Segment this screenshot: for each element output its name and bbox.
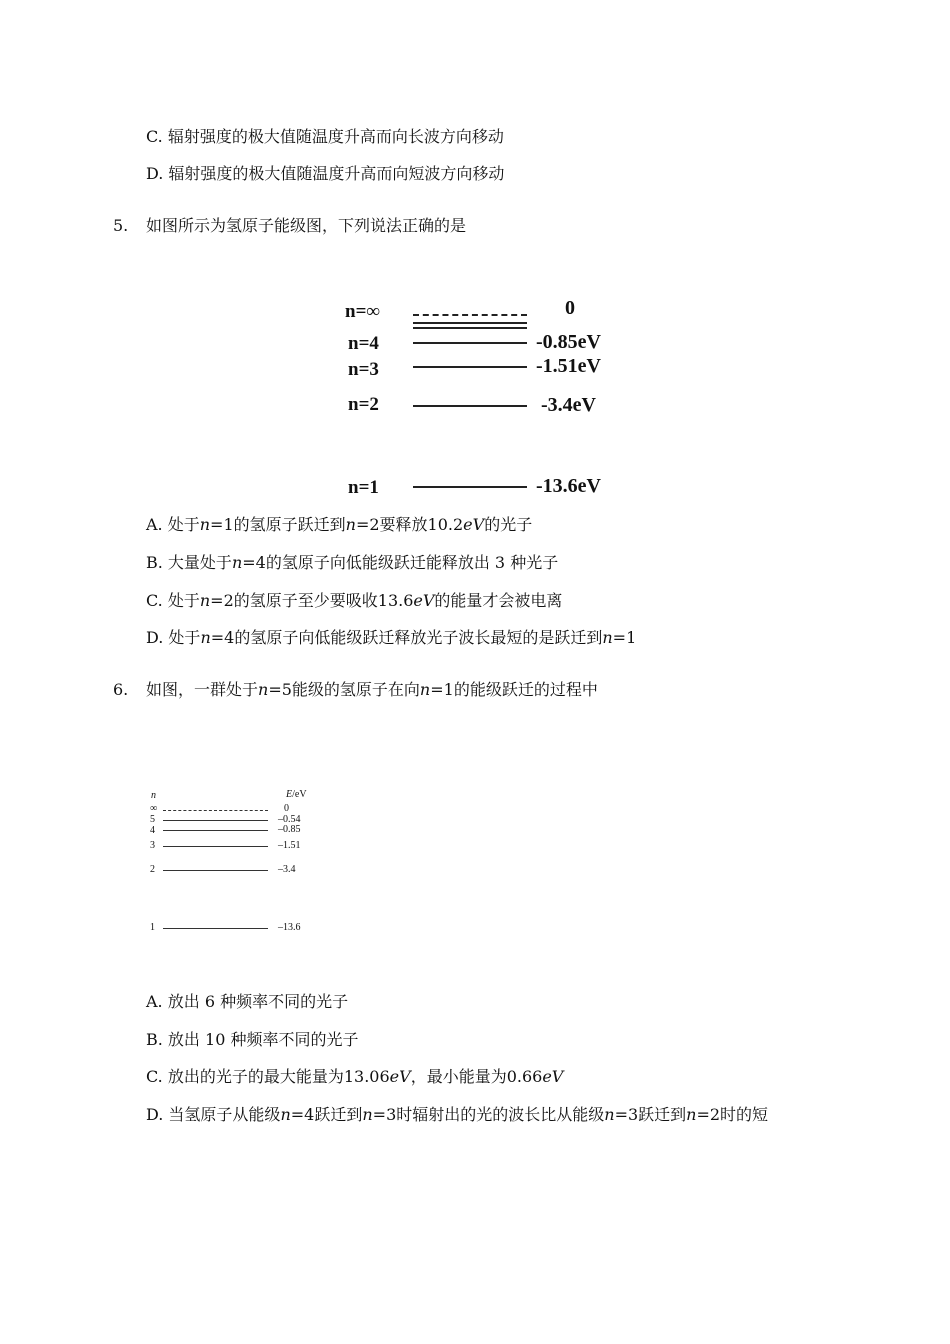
level-line-4 (163, 830, 268, 831)
q6-option-b: B. 放出 10 种频率不同的光子 (146, 1030, 359, 1049)
math: n (280, 1105, 291, 1124)
level-label: n=1 (348, 477, 379, 498)
question-6-text (146, 679, 598, 701)
level-line-2 (413, 405, 527, 407)
e-header (286, 790, 307, 800)
math: E (286, 789, 293, 800)
n-header: n (151, 790, 156, 801)
text: =4的氢原子向低能级跃迁释放光子波长最短的是跃迁到 (210, 628, 603, 647)
q6-option-c (146, 1066, 563, 1088)
text: D. 处于 (146, 628, 201, 647)
level-line-5 (163, 820, 268, 821)
option-c-prev: C. 辐射强度的极大值随温度升高而向长波方向移动 (146, 127, 504, 146)
level-label: n=2 (348, 394, 379, 415)
text: =1的氢原子跃迁到 (210, 515, 346, 534)
text: ，最小能量为0.66 (410, 1067, 543, 1086)
level-value: -13.6eV (536, 475, 601, 497)
level-value: –1.51 (278, 840, 301, 851)
level-value: 0 (565, 297, 575, 319)
level-label: n=3 (348, 359, 379, 380)
level-value: –0.85 (278, 824, 301, 835)
math: eV (389, 1067, 411, 1086)
level-value: –13.6 (278, 922, 301, 933)
level-value: –0.54 (278, 814, 301, 825)
text: C. 处于 (146, 591, 200, 610)
level-line-close (413, 327, 527, 329)
q5-option-c (146, 590, 562, 612)
q5-option-b (146, 552, 558, 574)
level-line-1 (413, 486, 527, 488)
math: eV (413, 591, 435, 610)
level-line-4 (413, 342, 527, 344)
math: n (419, 680, 431, 699)
text: =3时辐射出的光的波长比从能级 (372, 1105, 605, 1124)
text: =3跃迁到 (614, 1105, 687, 1124)
level-value: -3.4eV (541, 394, 596, 416)
energy-level-diagram-q5 (340, 292, 640, 507)
math: n (199, 515, 211, 534)
math: n (258, 680, 269, 699)
text: A. 处于 (146, 515, 200, 534)
level-label: 5 (150, 814, 155, 825)
level-line-2 (163, 870, 268, 871)
energy-level-diagram-q6 (146, 786, 346, 936)
math: n (200, 628, 211, 647)
level-label: 3 (150, 840, 155, 851)
level-label: n=4 (348, 333, 379, 354)
level-line-3 (413, 366, 527, 368)
text: C. 放出的光子的最大能量为13.06 (146, 1067, 390, 1086)
level-label: 4 (150, 825, 155, 836)
level-label: 2 (150, 864, 155, 875)
text: =1的能级跃迁的过程中 (430, 680, 598, 699)
text: =2时的短 (696, 1105, 769, 1124)
text: =2的氢原子至少要吸收13.6 (210, 591, 414, 610)
text: =4跃迁到 (290, 1105, 363, 1124)
math: eV (542, 1067, 564, 1086)
math: n (199, 591, 211, 610)
q5-option-d (146, 627, 636, 649)
text: /eV (292, 789, 307, 800)
level-label: 1 (150, 922, 155, 933)
text: 如图，一群处于 (146, 680, 259, 699)
text: =1 (612, 628, 637, 647)
level-label: n=∞ (345, 301, 380, 322)
level-value: 0 (284, 803, 289, 814)
text: =2要释放10.2 (355, 515, 464, 534)
q6-option-a: A. 放出 6 种频率不同的光子 (146, 992, 349, 1011)
level-value: –3.4 (278, 864, 296, 875)
level-value: -0.85eV (536, 331, 601, 353)
option-d-prev: D. 辐射强度的极大值随温度升高而向短波方向移动 (146, 164, 505, 183)
math: n (231, 553, 243, 572)
level-line-3 (163, 846, 268, 847)
question-6-number: 6. (113, 680, 129, 699)
math: n (686, 1105, 697, 1124)
q5-option-a (146, 514, 532, 536)
math: eV (463, 515, 485, 534)
math: n (604, 1105, 615, 1124)
text: 的光子 (484, 515, 533, 534)
math: n (602, 628, 613, 647)
q6-option-d (146, 1104, 768, 1126)
math: n (362, 1105, 373, 1124)
text: D. 当氢原子从能级 (146, 1105, 281, 1124)
level-line-inf (413, 314, 527, 316)
level-line-close (413, 322, 527, 324)
level-line-inf (163, 810, 268, 811)
question-5-text: 如图所示为氢原子能级图，下列说法正确的是 (146, 216, 467, 235)
text: B. 大量处于 (146, 553, 232, 572)
question-5-number: 5. (113, 216, 129, 235)
level-line-1 (163, 928, 268, 929)
level-label: ∞ (150, 803, 158, 814)
math: n (345, 515, 356, 534)
text: =5能级的氢原子在向 (268, 680, 420, 699)
level-value: -1.51eV (536, 355, 601, 377)
text: =4的氢原子向低能级跃迁能释放出 3 种光子 (242, 553, 559, 572)
text: 的能量才会被电离 (434, 591, 563, 610)
